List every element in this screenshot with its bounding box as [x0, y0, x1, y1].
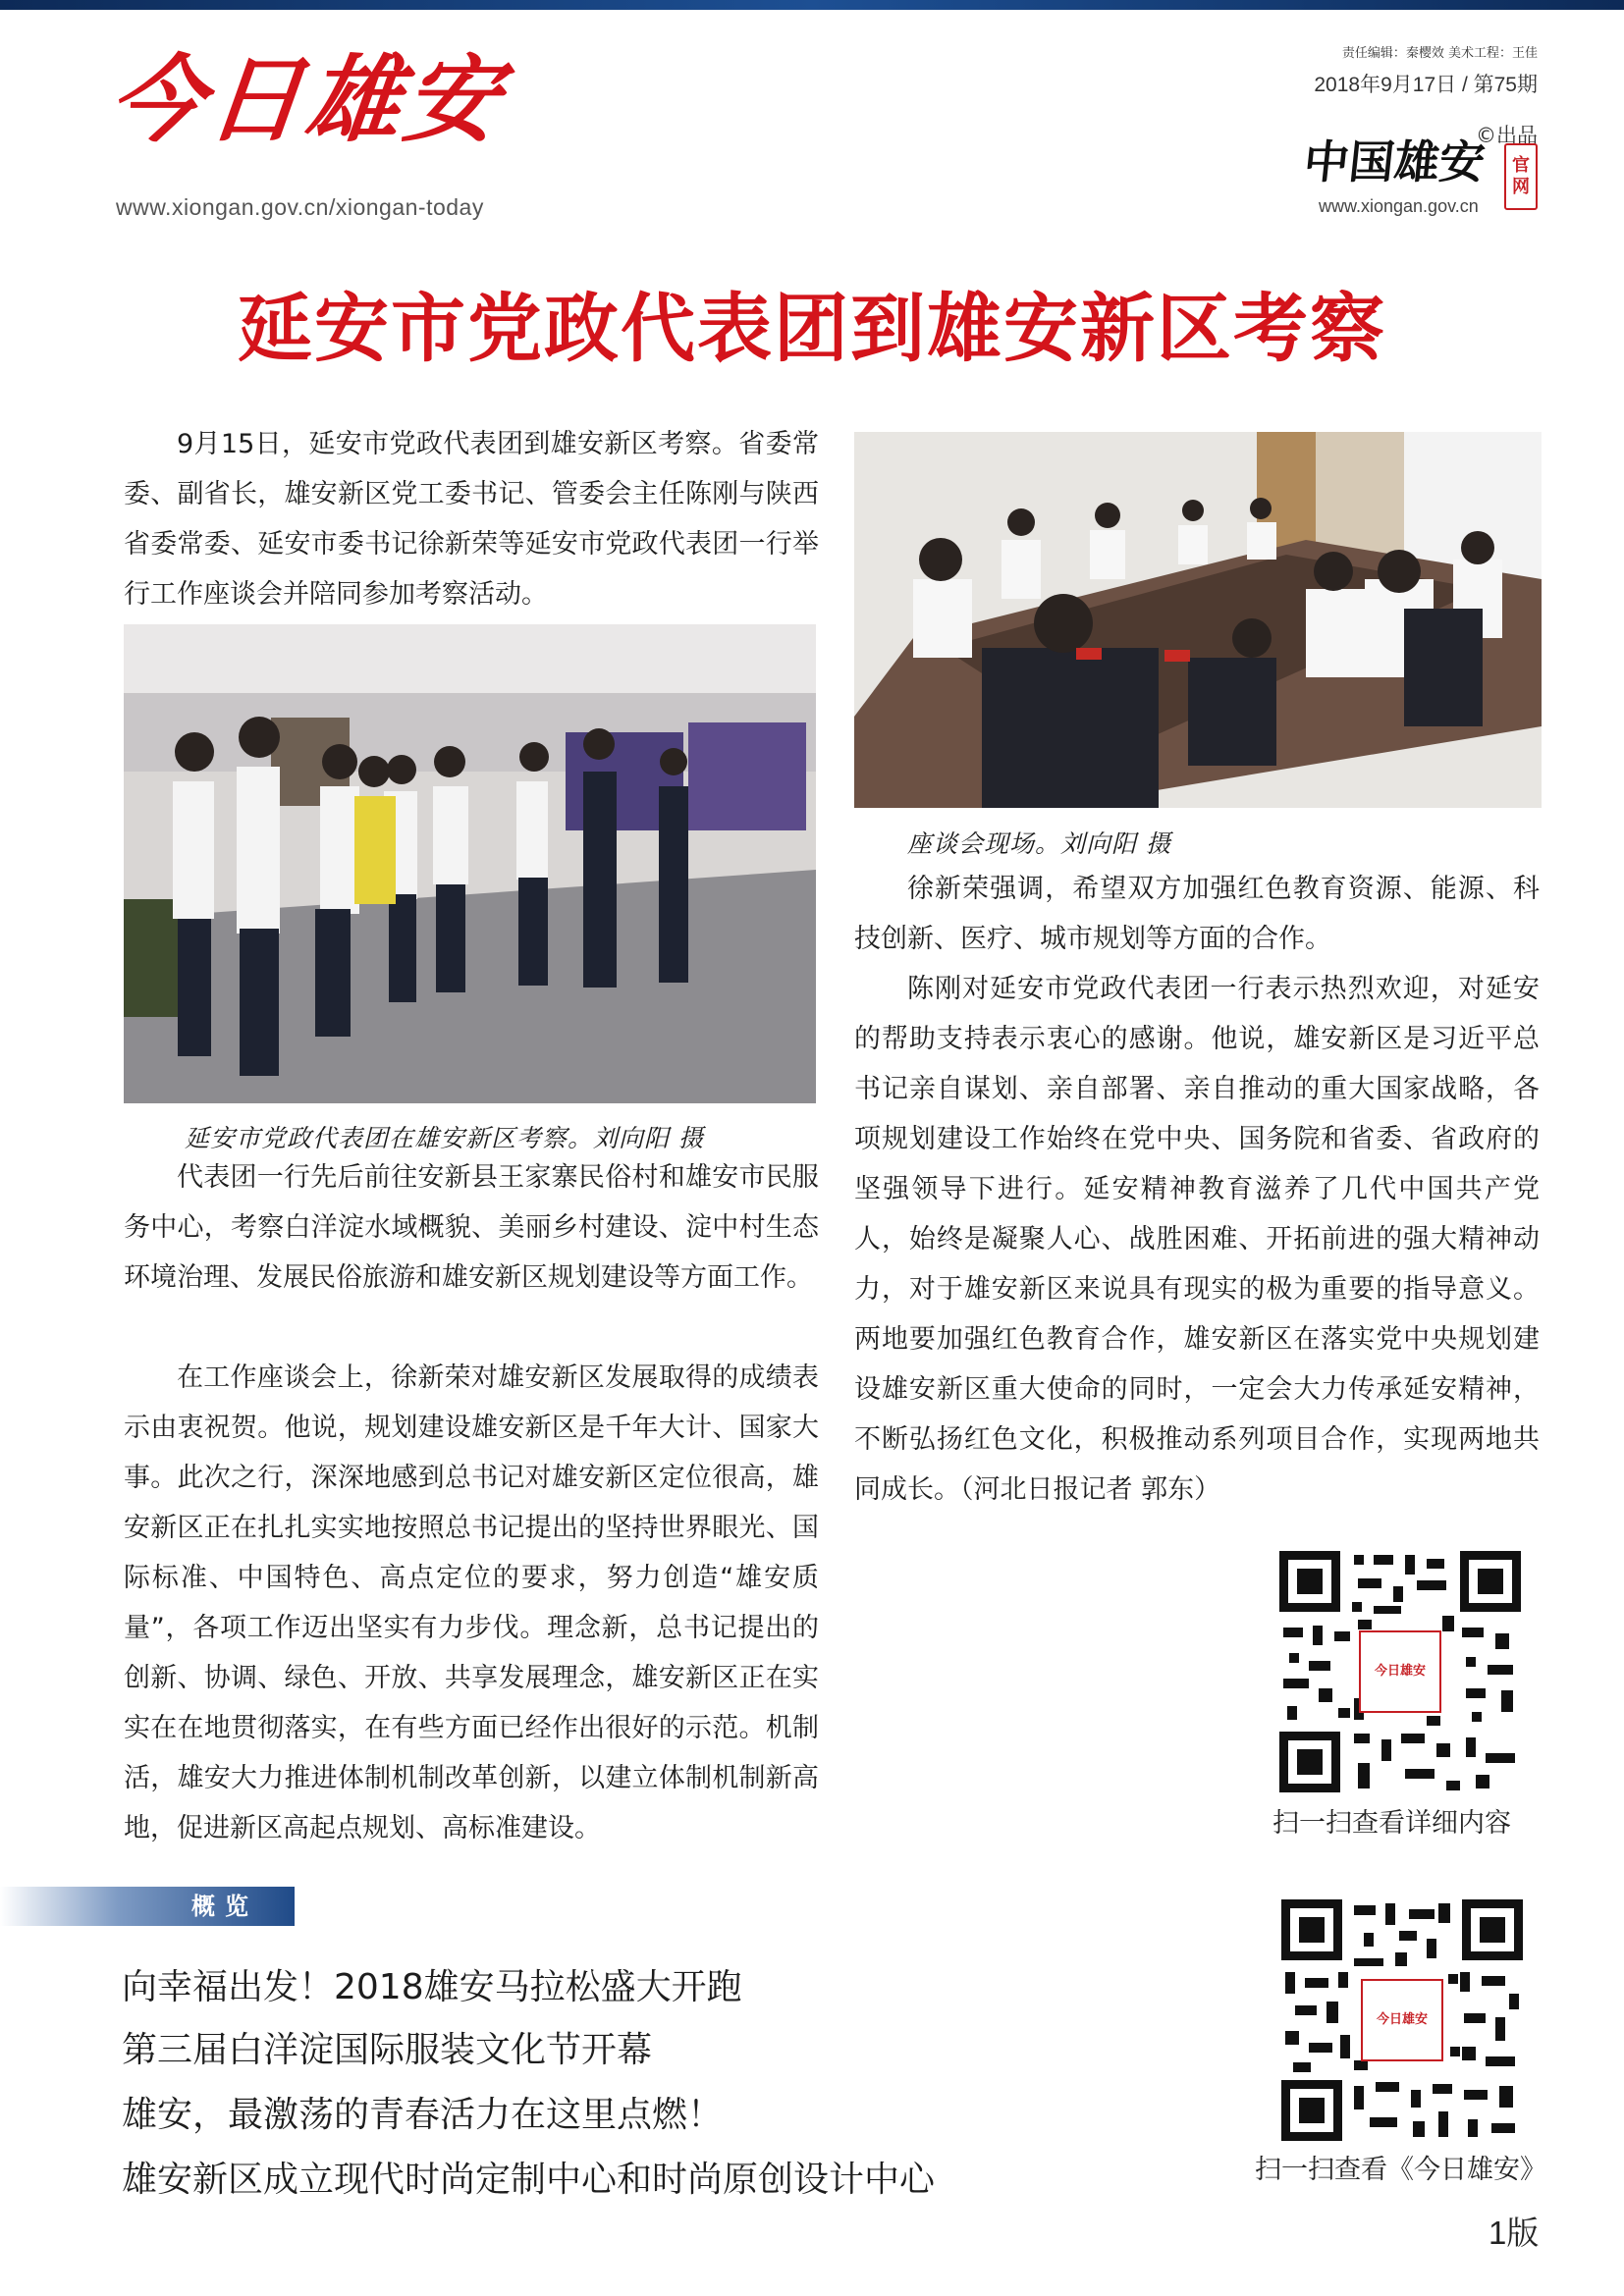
photo1-caption: 延安市党政代表团在雄安新区考察。刘向阳 摄	[185, 1124, 704, 1152]
qr-code-detail[interactable]	[1279, 1551, 1521, 1792]
article-para-4: 徐新荣强调，希望双方加强红色教育资源、能源、科技创新、医疗、城市规划等方面的合作。	[854, 874, 1540, 954]
qr-center-label: 今日雄安	[1376, 2012, 1428, 2027]
editor-credits: 责任编辑：秦樱效 美术工程：王佳	[1341, 46, 1538, 61]
qr-caption-subscribe: 扫一扫查看《今日雄安》	[1255, 2155, 1546, 2185]
issue-date: 2018年9月17日 / 第75期	[1314, 74, 1538, 96]
masthead-url[interactable]: www.xiongan.gov.cn/xiongan-today	[116, 194, 484, 220]
overview-item-2[interactable]: 第三届白洋淀国际服装文化节开幕	[122, 2030, 653, 2070]
page-number: 1版	[1489, 2215, 1540, 2251]
overview-item-4[interactable]: 雄安新区成立现代时尚定制中心和时尚原创设计中心	[122, 2160, 936, 2200]
article-para-3: 在工作座谈会上，徐新荣对雄安新区发展取得的成绩表示由衷祝贺。他说，规划建设雄安新区是千年大计、国家大事。此次之行，深深地感到总书记对雄安新区定位很高，雄安新区正在扎扎实实地按照总书记提出的坚持世界眼光、国际标准、中国特色、高点定位的要求，努力创造“雄安质量”，各项工作迈出坚实有力步伐。理念新，总书记提出的创新、协调、绿色、开放、共享发展理念，雄安新区正在实实在在地贯彻落实，在有些方面已经作出很好的示范。机制活，雄安大力推进体制机制改革创新，以建立体制机制新高地，促进新区高起点规划、高标准建设。	[124, 1362, 819, 1843]
photo-delegation-visit	[124, 624, 816, 1103]
official-seal-icon: 官网	[1504, 143, 1538, 210]
article-para-5: 陈刚对延安市党政代表团一行表示热烈欢迎，对延安的帮助支持表示衷心的感谢。他说，雄安新区是习近平总书记亲自谋划、亲自部署、亲自推动的重大国家战略，各项规划建设工作始终在党中央、国务院和省委、省政府的坚强领导下进行。延安精神教育滋养了几代中国共产党人，始终是凝聚人心、战胜困难、开拓前进的强大精神动力，对于雄安新区来说具有现实的极为重要的指导意义。两地要加强红色教育合作，雄安新区在落实党中央规划建设雄安新区重大使命的同时，一定会大力传承延安精神，不断弘扬红色文化，积极推动系列项目合作，实现两地共同成长。（河北日报记者 郭东）	[854, 974, 1540, 1505]
qr-caption-detail: 扫一扫查看详细内容	[1272, 1808, 1511, 1839]
photo2-caption: 座谈会现场。刘向阳 摄	[907, 829, 1171, 858]
overview-label: 概览	[191, 1893, 258, 1920]
overview-item-3[interactable]: 雄安，最激荡的青春活力在这里点燃！	[122, 2095, 724, 2135]
article-para-2: 代表团一行先后前往安新县王家寨民俗村和雄安市民服务中心，考察白洋淀水域概貌、美丽乡村建设、淀中村生态环境治理、发展民俗旅游和雄安新区规划建设等方面工作。	[124, 1162, 819, 1293]
masthead-title: 今日雄安	[104, 44, 509, 155]
masthead-logo	[104, 44, 562, 155]
qr-center-label: 今日雄安	[1374, 1664, 1426, 1679]
qr-code-subscribe[interactable]	[1281, 1899, 1523, 2141]
producer-tag: ©出品	[1476, 124, 1538, 147]
headline: 延安市党政代表团到雄安新区考察	[238, 285, 1386, 372]
china-xiongan-logo: 中国雄安	[1301, 135, 1488, 188]
photo-meeting	[854, 432, 1542, 808]
top-accent-bar	[0, 0, 1624, 10]
producer-url[interactable]: www.xiongan.gov.cn	[1319, 196, 1479, 216]
overview-item-1[interactable]: 向幸福出发！2018雄安马拉松盛大开跑	[122, 1967, 742, 2007]
article-intro: 9月15日，延安市党政代表团到雄安新区考察。省委常委、副省长，雄安新区党工委书记、管委会主任陈刚与陕西省委常委、延安市委书记徐新荣等延安市党政代表团一行举行工作座谈会并陪同参加考察活动。	[124, 429, 819, 610]
